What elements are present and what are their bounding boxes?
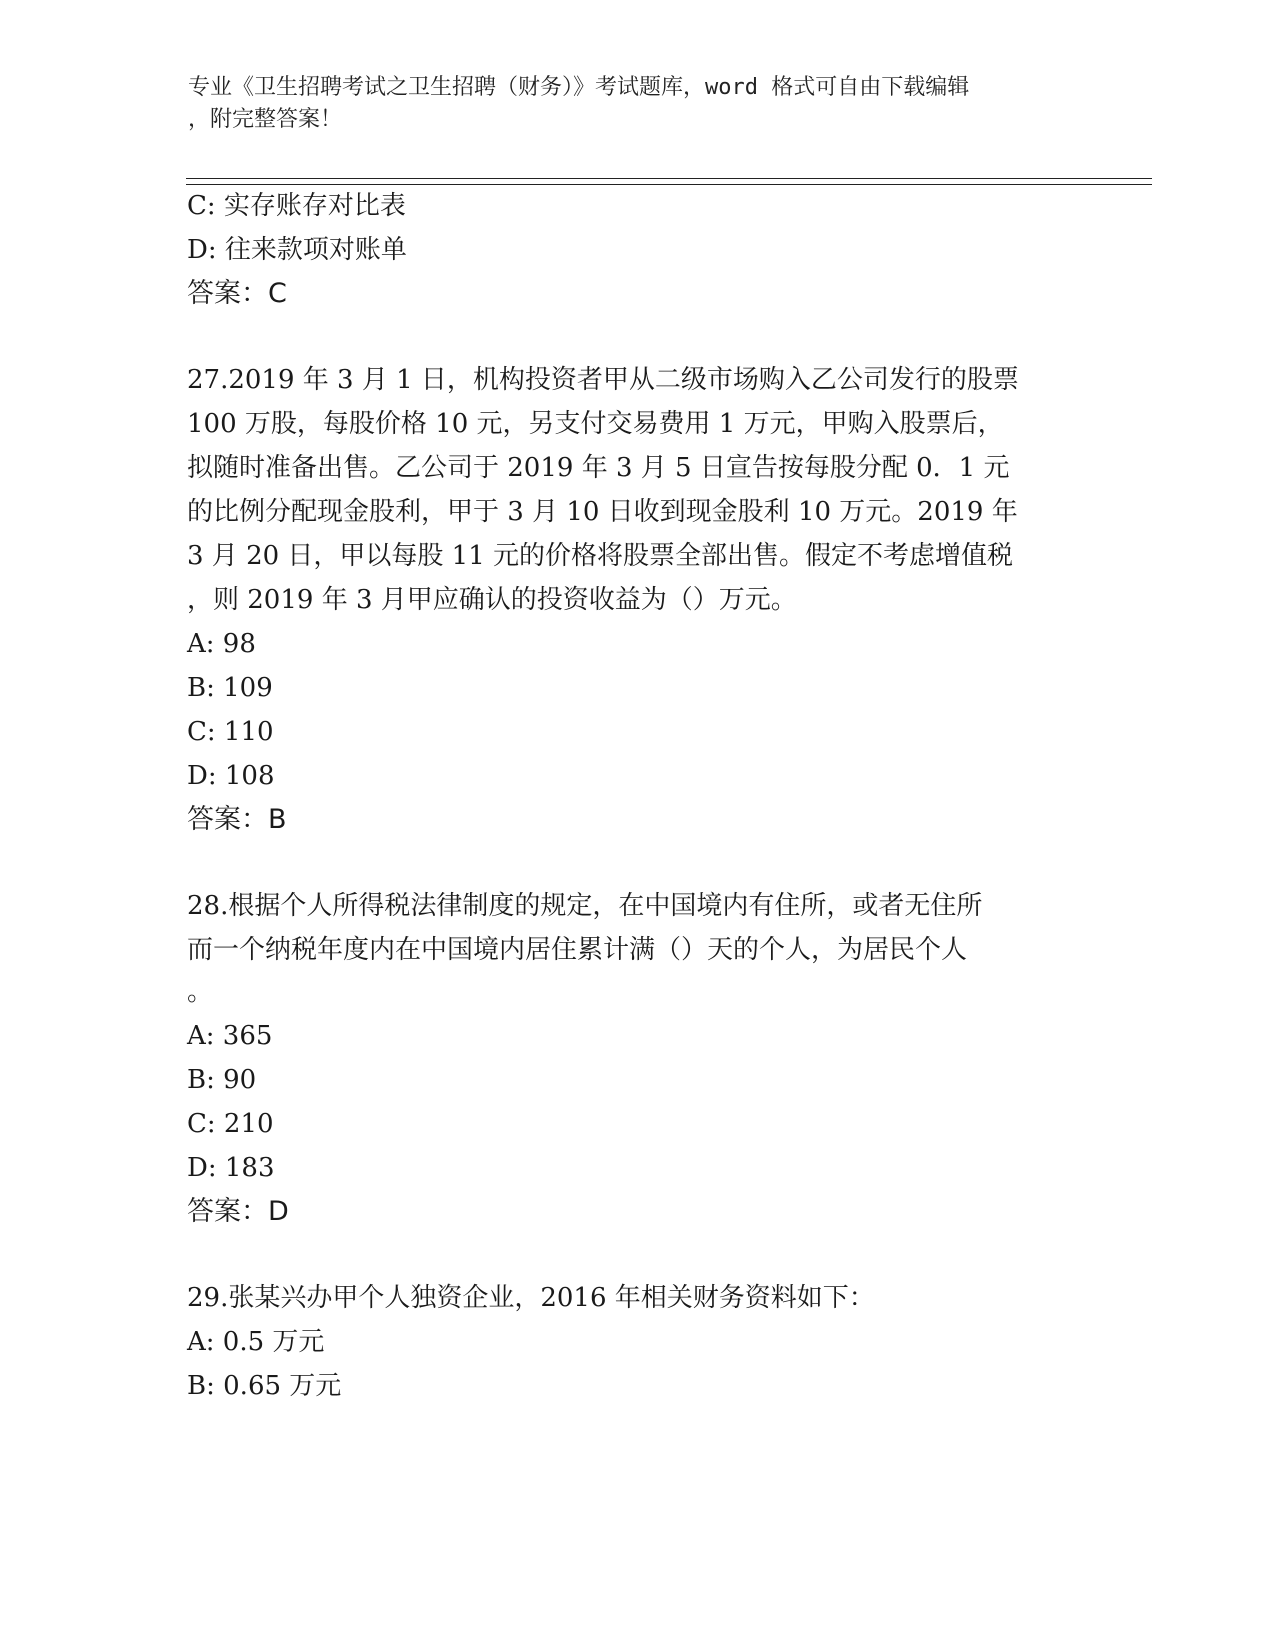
header-divider-bottom xyxy=(186,184,1152,185)
q26-option-d: D: 往来款项对账单 xyxy=(187,235,407,265)
q27-stem-line-4: 的比例分配现金股利，甲于 3 月 10 日收到现金股利 10 万元。2019 年 xyxy=(187,497,1018,527)
q28-answer: 答案：D xyxy=(187,1196,289,1227)
q26-option-c: C: 实存账存对比表 xyxy=(187,191,406,221)
q27-answer: 答案：B xyxy=(187,804,287,835)
q27-option-b: B: 109 xyxy=(187,673,273,703)
document-header xyxy=(188,72,1068,136)
q27-stem-line-6: ，则 2019 年 3 月甲应确认的投资收益为（）万元。 xyxy=(187,585,797,615)
q28-option-a: A: 365 xyxy=(187,1021,273,1051)
q27-stem-line-1: 27.2019 年 3 月 1 日，机构投资者甲从二级市场购入乙公司发行的股票 xyxy=(187,365,1019,395)
q28-stem-line-2: 而一个纳税年度内在中国境内居住累计满（）天的个人，为居民个人 xyxy=(187,935,968,965)
q27-stem-line-5: 3 月 20 日，甲以每股 11 元的价格将股票全部出售。假定不考虑增值税 xyxy=(187,541,1014,571)
q29-stem-line-1: 29.张某兴办甲个人独资企业，2016 年相关财务资料如下： xyxy=(187,1283,875,1313)
q27-stem-line-3: 拟随时准备出售。乙公司于 2019 年 3 月 5 日宣告按每股分配 0．1 元 xyxy=(187,453,1010,483)
q27-option-a: A: 98 xyxy=(187,629,256,659)
header-divider-top xyxy=(186,178,1152,179)
q28-stem-line-1: 28.根据个人所得税法律制度的规定，在中国境内有住所，或者无住所 xyxy=(187,891,983,921)
q27-option-d: D: 108 xyxy=(187,761,275,791)
q27-option-c: C: 110 xyxy=(187,717,274,747)
header-line-2: ，附完整答案！ xyxy=(188,107,343,132)
q28-option-d: D: 183 xyxy=(187,1153,275,1183)
q28-stem-line-3: 。 xyxy=(187,977,214,1007)
q29-option-b: B: 0.65 万元 xyxy=(187,1371,342,1401)
q29-option-a: A: 0.5 万元 xyxy=(187,1327,325,1357)
q27-stem-line-2: 100 万股，每股价格 10 元，另支付交易费用 1 万元，甲购入股票后， xyxy=(187,409,1004,439)
header-line-1: 专业《卫生招聘考试之卫生招聘（财务）》考试题库，word 格式可自由下载编辑 xyxy=(188,75,970,100)
q26-answer: 答案：C xyxy=(187,278,287,309)
q28-option-b: B: 90 xyxy=(187,1065,257,1095)
q28-option-c: C: 210 xyxy=(187,1109,274,1139)
